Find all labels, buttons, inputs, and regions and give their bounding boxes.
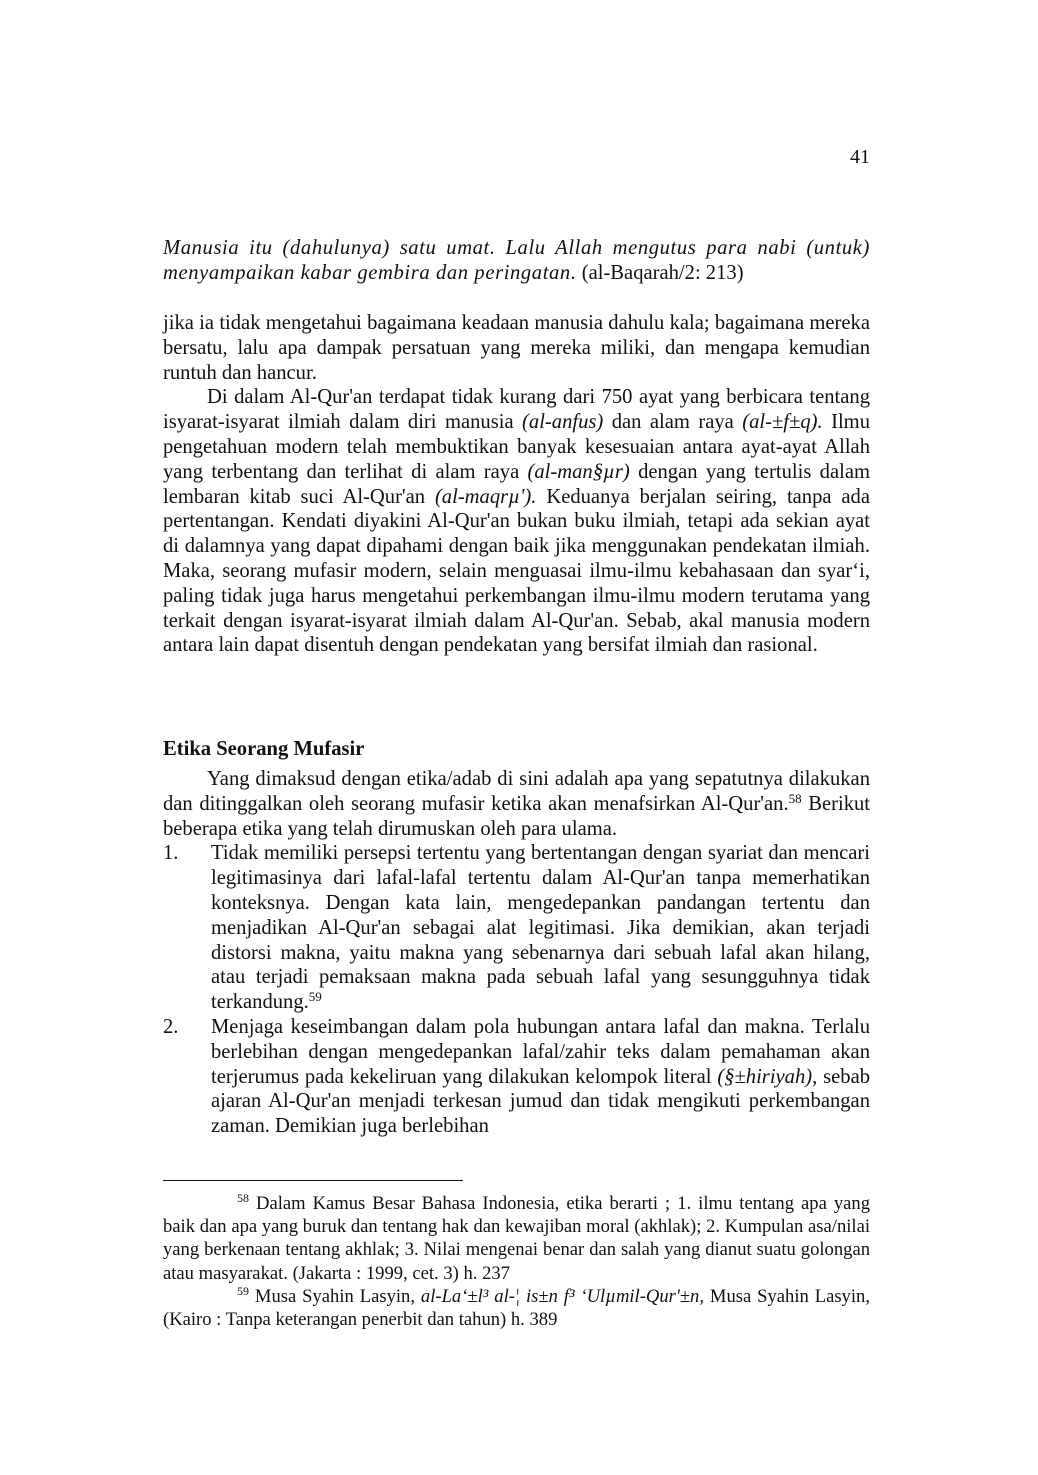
footnote-58 xyxy=(163,1192,870,1285)
text-run: dan alam raya xyxy=(611,411,734,434)
footnote-number: 59 xyxy=(237,1283,249,1298)
term-al-mansur: (al-man§µr) xyxy=(527,460,630,483)
footnotes xyxy=(163,1192,870,1331)
footnote-ref-58[interactable]: 58 xyxy=(788,790,802,806)
list-item xyxy=(163,1015,870,1139)
body-section-1 xyxy=(163,311,870,658)
body-section-2 xyxy=(163,767,870,1139)
list-item-text: sebab ajaran Al-Qur'an menjadi terkesan jumud dan tidak mengikuti perkembangan zaman. Demikian juga berlebihan xyxy=(211,1065,871,1138)
page-number: 41 xyxy=(850,146,870,168)
footnote-text: Dalam Kamus Besar Bahasa Indonesia, etika berarti ; 1. ilmu tentang apa yang baik dan apa yang buruk dan tentang hak dan kewajiban moral (akhlak); 2. Kumpulan asa/nilai yang berkenaan tentang akhlak; 3. Nilai mengenai benar dan salah yang dianut suatu golongan atau masyarakat. (Jakarta : 1999, cet. 3) h. 237 xyxy=(163,1193,871,1284)
term-zahiriyah: (§±hiriyah), xyxy=(717,1065,818,1088)
text-run: Ilmu pengetahuan modern telah membuktikan banyak kesesuaian antara ayat-ayat Allah yang terbentang dan terlihat di alam raya xyxy=(163,411,870,483)
term-al-maqru: (al-maqrµ'). xyxy=(434,485,537,508)
footnote-59 xyxy=(163,1285,870,1331)
quran-verse-translation xyxy=(163,236,870,286)
section-heading: Etika Seorang Mufasir xyxy=(163,738,365,760)
paragraph-intro-ethics xyxy=(163,767,870,841)
list-item xyxy=(163,841,870,1015)
text-run: Di dalam Al-Qur'an terdapat tidak kurang dari 750 ayat yang berbicara tentang isyarat-isyarat ilmiah dalam diri manusia xyxy=(163,386,870,434)
text-run: Keduanya berjalan seiring, tanpa ada pertentangan. Kendati diyakini Al-Qur'an bukan buku ilmiah, tetapi ada sekian ayat di dalamnya yang dapat dipahami dengan baik jika menggunakan pendekatan ilmiah. Maka, seorang mufasir modern, selain menguasai ilmu-ilmu kebahasaan dan syar‘i, paling tidak juga harus mengetahui perkembangan ilmu-ilmu modern terutama yang terkait dengan isyarat-isyarat ilmiah dalam Al-Qur'an. Sebab, akal manusia modern antara lain dapat disentuh dengan pendekatan yang bersifat ilmiah dan rasional. xyxy=(163,485,870,657)
footnote-ref-59[interactable]: 59 xyxy=(308,989,322,1005)
text-run: dengan yang tertulis dalam lembaran kitab suci Al-Qur'an xyxy=(163,460,870,508)
list-number: 1. xyxy=(163,842,179,865)
footnote-number: 58 xyxy=(237,1191,249,1205)
verse-text: Manusia itu (dahulunya) satu umat. Lalu Allah mengutus para nabi (untuk) menyampaikan kabar gembira dan peringatan. xyxy=(163,237,870,284)
paragraph-scientific-verses xyxy=(163,385,870,658)
term-al-afaq: (al-±f±q). xyxy=(742,411,823,434)
verse-reference: (al-Baqarah/2: 213) xyxy=(581,261,744,284)
footnote-separator xyxy=(163,1180,463,1181)
book-title: al-La‘±l³ al-¦ is±n f³ ‘Ulµmil-Qur'±n, xyxy=(420,1285,704,1307)
list-item-text: Menjaga keseimbangan dalam pola hubungan antara lafal dan makna. Terlalu berlebihan dengan mengedepankan lafal/zahir teks dalam pemahaman akan terjerumus pada kekeliruan yang dilakukan kelompok literal xyxy=(211,1015,870,1088)
list-item-text: Tidak memiliki persepsi tertentu yang bertentangan dengan syariat dan mencari legitimasinya dari lafal-lafal tertentu dalam Al-Qur'an tanpa memerhatikan konteksnya. Dengan kata lain, mengedepankan pandangan tertentu dan menjadikan Al-Qur'an sebagai alat legitimasi. Jika demikian, akan terjadi distorsi makna, yaitu makna yang sebenarnya dari sebuah lafal akan hilang, atau terjadi pemaksaan makna pada sebuah lafal yang sesungguhnya tidak terkandung. xyxy=(211,842,870,1014)
list-number: 2. xyxy=(163,1015,179,1038)
footnote-text: Musa Syahin Lasyin, xyxy=(254,1285,415,1307)
text-run: Berikut beberapa etika yang telah dirumuskan oleh para ulama. xyxy=(163,792,871,840)
paragraph-continuation: jika ia tidak mengetahui bagaimana keadaan manusia dahulu kala; bagaimana mereka bersatu, lalu apa dampak persatuan yang mereka miliki, dan mengapa kemudian runtuh dan hancur. xyxy=(163,312,870,384)
footnote-text: Musa Syahin Lasyin, (Kairo : Tanpa keterangan penerbit dan tahun) h. 389 xyxy=(163,1285,870,1331)
term-al-anfus: (al-anfus) xyxy=(522,411,604,434)
text-run: Yang dimaksud dengan etika/adab di sini adalah apa yang sepatutnya dilakukan dan ditinggalkan oleh seorang mufasir ketika akan menafsirkan Al-Qur'an. xyxy=(163,768,870,815)
ethics-list xyxy=(163,841,870,1139)
